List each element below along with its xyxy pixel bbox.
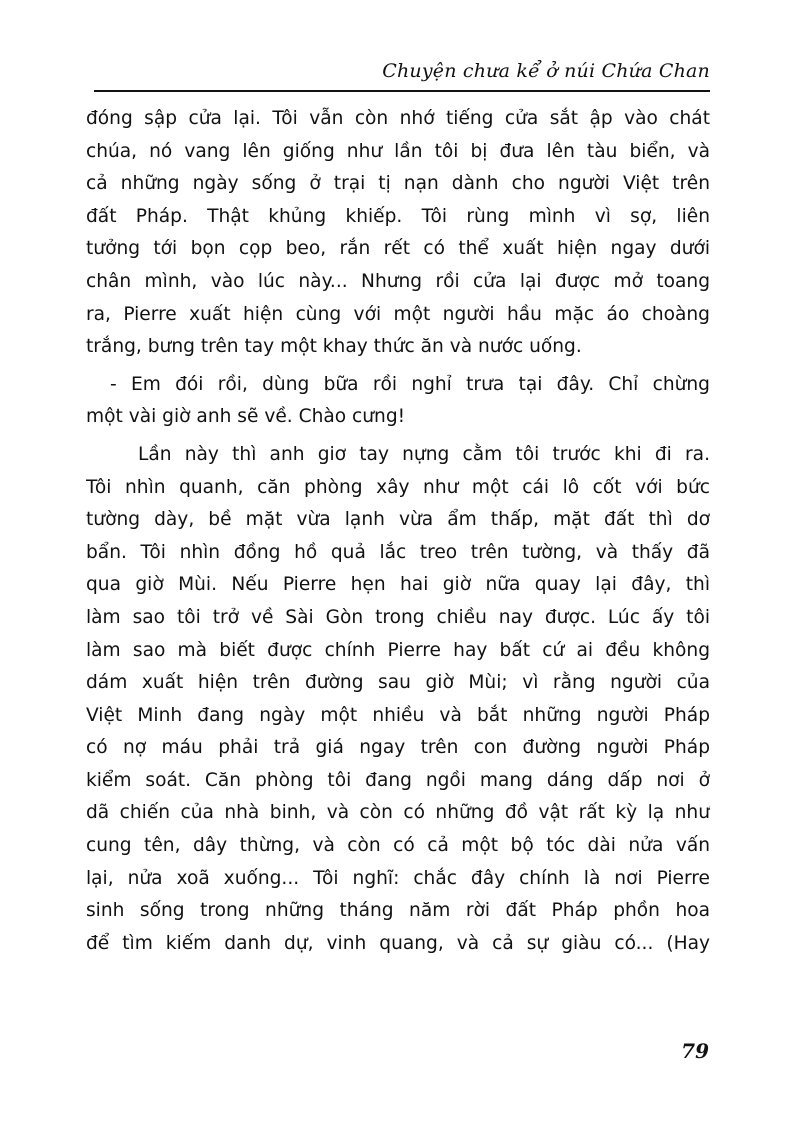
- paragraph: [86, 103, 710, 364]
- text-line: chúa, nó vang lên giống như lần tôi bị đưa lên tàu biển, và: [86, 140, 710, 162]
- text-line: một vài giờ anh sẽ về. Chào cưng!: [86, 406, 406, 428]
- body-text: [86, 103, 710, 960]
- text-line: ra, Pierre xuất hiện cùng với một người hầu mặc áo choàng: [86, 303, 710, 325]
- text-line: dã chiến của nhà binh, và còn có những đồ vật rất kỳ lạ như: [86, 802, 710, 824]
- text-line: - Em đói rồi, dùng bữa rồi nghỉ trưa tại đây. Chỉ chừng: [110, 373, 710, 395]
- text-line: để tìm kiếm danh dự, vinh quang, và cả sự giàu có... (Hay: [86, 932, 710, 954]
- header-rule: [94, 90, 710, 92]
- text-line: tường dày, bề mặt vừa lạnh vừa ẩm thấp, mặt đất thì dơ: [86, 509, 710, 531]
- text-line: lại, nửa xoã xuống... Tôi nghĩ: chắc đây chính là nơi Pierre: [86, 867, 710, 889]
- paragraph: [86, 439, 710, 961]
- text-line: làm sao mà biết được chính Pierre hay bất cứ ai đều không: [86, 639, 710, 661]
- text-line: làm sao tôi trở về Sài Gòn trong chiều nay được. Lúc ấy tôi: [86, 606, 710, 628]
- text-line: bẩn. Tôi nhìn đồng hồ quả lắc treo trên tường, và thấy đã: [86, 541, 710, 563]
- paragraph: [86, 369, 710, 434]
- running-head: Chuyện chưa kể ở núi Chứa Chan: [382, 60, 710, 82]
- text-line: Tôi nhìn quanh, căn phòng xây như một cái lô cốt với bức: [86, 476, 710, 498]
- text-line: qua giờ Mùi. Nếu Pierre hẹn hai giờ nữa quay lại đây, thì: [86, 574, 710, 596]
- text-line: trắng, bưng trên tay một khay thức ăn và nước uống.: [86, 336, 582, 358]
- text-line: Lần này thì anh giơ tay nựng cằm tôi trước khi đi ra.: [138, 443, 710, 465]
- page-number: 79: [681, 1039, 709, 1063]
- text-line: tưởng tới bọn cọp beo, rắn rết có thể xuất hiện ngay dưới: [86, 238, 710, 260]
- text-line: cả những ngày sống ở trại tị nạn dành cho người Việt trên: [86, 173, 710, 195]
- text-line: kiểm soát. Căn phòng tôi đang ngồi mang dáng dấp nơi ở: [86, 769, 710, 791]
- text-line: dám xuất hiện trên đường sau giờ Mùi; vì rằng người của: [86, 672, 710, 694]
- text-line: Việt Minh đang ngày một nhiều và bắt những người Pháp: [86, 704, 710, 726]
- text-line: cung tên, dây thừng, và còn có cả một bộ tóc dài nửa vấn: [86, 835, 710, 857]
- text-line: có nợ máu phải trả giá ngay trên con đường người Pháp: [86, 737, 710, 759]
- text-line: sinh sống trong những tháng năm rời đất Pháp phồn hoa: [86, 900, 710, 922]
- text-line: đất Pháp. Thật khủng khiếp. Tôi rùng mình vì sợ, liên: [86, 205, 710, 227]
- text-line: chân mình, vào lúc này... Nhưng rồi cửa lại được mở toang: [86, 270, 710, 292]
- text-line: đóng sập cửa lại. Tôi vẫn còn nhớ tiếng cửa sắt ập vào chát: [86, 108, 710, 129]
